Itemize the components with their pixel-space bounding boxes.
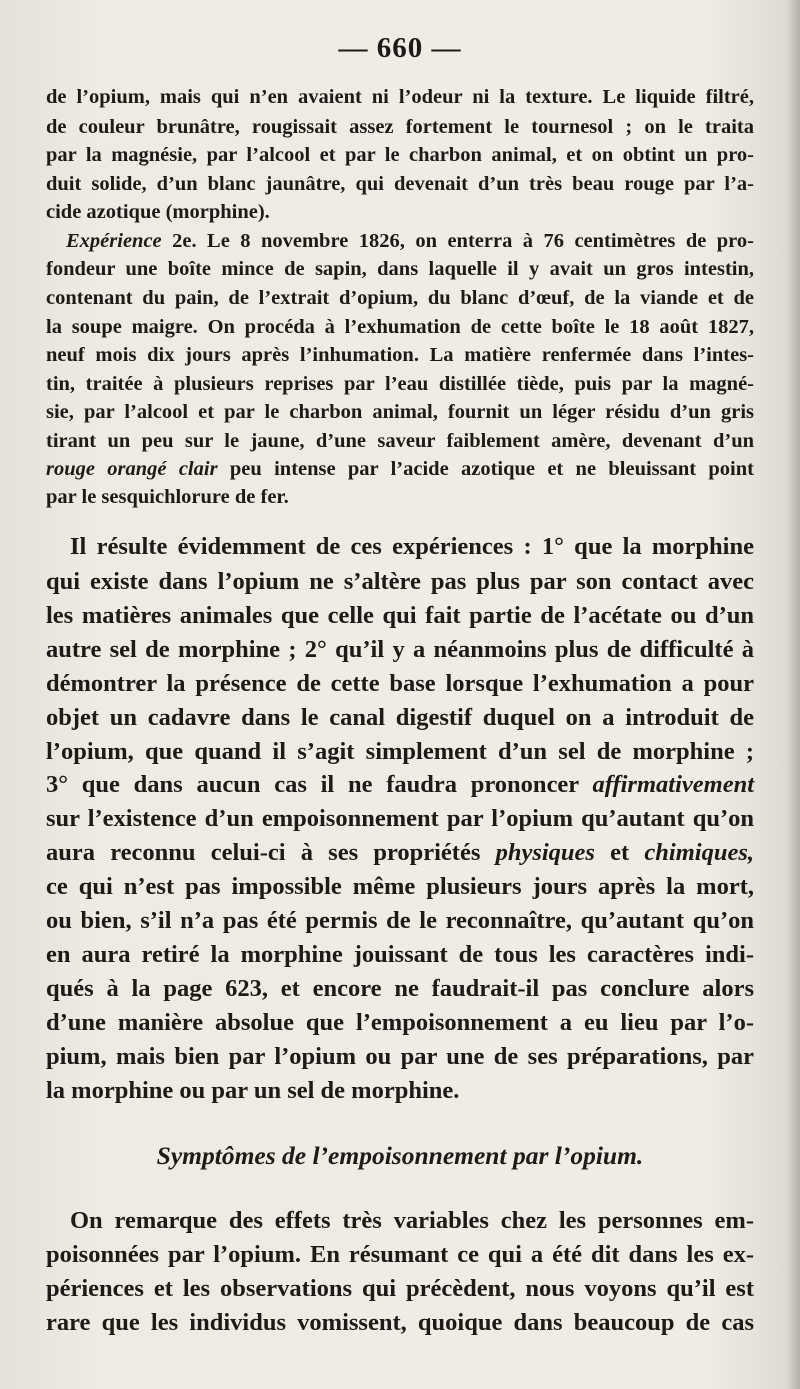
text-line: sie, par l’alcool et par le charbon animal, fournit un léger résidu d’un gris — [46, 401, 754, 423]
line-mid: et — [594, 839, 645, 866]
text-line: objet un cadavre dans le canal digestif duquel on a introduit de — [46, 704, 754, 731]
text-line: la morphine ou par un sel de morphine. — [46, 1077, 460, 1104]
text-line: l’opium, que quand il s’agit simplement d’un sel de morphine ; — [46, 738, 754, 765]
text-line: d’une manière absolue que l’empoisonnement a eu lieu par l’o- — [46, 1009, 754, 1036]
text-line: de couleur brunâtre, rougissait assez fortement le tournesol ; on le traita — [46, 116, 754, 138]
text-line: de l’opium, mais qui n’en avaient ni l’odeur ni la texture. Le liquide filtré, — [46, 86, 754, 108]
text-line: périences et les observations qui précèdent, nous voyons qu’il est — [46, 1275, 754, 1302]
experience-text: 2e. Le 8 novembre 1826, on enterra à 76 centimètres de pro- — [161, 230, 754, 252]
text-line: contenant du pain, de l’extrait d’opium, du blanc d’œuf, de la viande et de — [46, 287, 754, 309]
line-start: 3° que dans aucun cas il ne faudra prononcer — [46, 771, 593, 798]
text-line: tin, traitée à plusieurs reprises par l’eau distillée tiède, puis par la magné- — [46, 373, 754, 395]
text-line: ce qui n’est pas impossible même plusieurs jours après la mort, — [46, 873, 754, 900]
text-line-affirmativement — [46, 767, 754, 802]
experience-label: Expérience — [66, 230, 162, 252]
page-spine-shadow — [786, 0, 800, 1389]
text-line: rare que les individus vomissent, quoique dans beaucoup de cas — [46, 1309, 754, 1336]
text-line: neuf mois dix jours après l’inhumation. La matière renfermée dans l’intes- — [46, 344, 754, 366]
text-line: cide azotique (morphine). — [46, 201, 270, 223]
italic-word: affirmativement — [592, 771, 754, 798]
italic-phrase: rouge orangé clair — [46, 458, 218, 480]
text-line: Il résulte évidemment de ces expériences : 1° que la morphine — [70, 533, 754, 560]
page-number: — 660 — — [338, 32, 462, 64]
text-line: en aura retiré la morphine jouissant de tous les caractères indi- — [46, 941, 754, 968]
text-line: qués à la page 623, et encore ne faudrait-il pas conclure alors — [46, 975, 754, 1002]
phrase-rest: peu intense par l’acide azotique et ne bleuissant point — [217, 458, 754, 480]
text-line: On remarque des effets très variables chez les personnes em- — [70, 1207, 754, 1234]
text-line: tirant un peu sur le jaune, d’une saveur faiblement amère, devenant d’un — [46, 430, 754, 452]
italic-word: physiques — [495, 839, 595, 866]
text-line: fondeur une boîte mince de sapin, dans laquelle il y avait un gros intestin, — [46, 258, 754, 280]
line-start: aura reconnu celui-ci à ses propriétés — [46, 839, 496, 866]
text-line: qui existe dans l’opium ne s’altère pas plus par son contact avec — [46, 568, 754, 595]
text-line: la soupe maigre. On procéda à l’exhumation de cette boîte le 18 août 1827, — [46, 316, 754, 338]
text-line: par le sesquichlorure de fer. — [46, 486, 289, 508]
text-line: duit solide, d’un blanc jaunâtre, qui devenait d’un très beau rouge par l’a- — [46, 173, 754, 195]
italic-word: chimiques, — [644, 839, 754, 866]
text-line: autre sel de morphine ; 2° qu’il y a néanmoins plus de difficulté à — [46, 636, 754, 663]
text-line: poisonnées par l’opium. En résumant ce qui a été dit dans les ex- — [46, 1241, 754, 1268]
text-line: sur l’existence d’un empoisonnement par l’opium qu’autant qu’on — [46, 805, 754, 832]
text-line-italic-phrase — [46, 456, 754, 483]
text-line: pium, mais bien par l’opium ou par une de ses préparations, par — [46, 1043, 754, 1070]
text-line-proprietes — [46, 835, 754, 870]
text-line-experience — [66, 228, 754, 255]
text-line: démontrer la présence de cette base lorsque l’exhumation a pour — [46, 670, 754, 697]
text-line: par la magnésie, par l’alcool et par le charbon animal, et on obtint un pro- — [46, 144, 754, 166]
section-heading: Symptômes de l’empoisonnement par l’opium. — [156, 1141, 644, 1170]
text-line: les matières animales que celle qui fait partie de l’acétate ou d’un — [46, 602, 754, 629]
text-line: ou bien, s’il n’a pas été permis de le reconnaître, qu’autant qu’on — [46, 907, 754, 934]
